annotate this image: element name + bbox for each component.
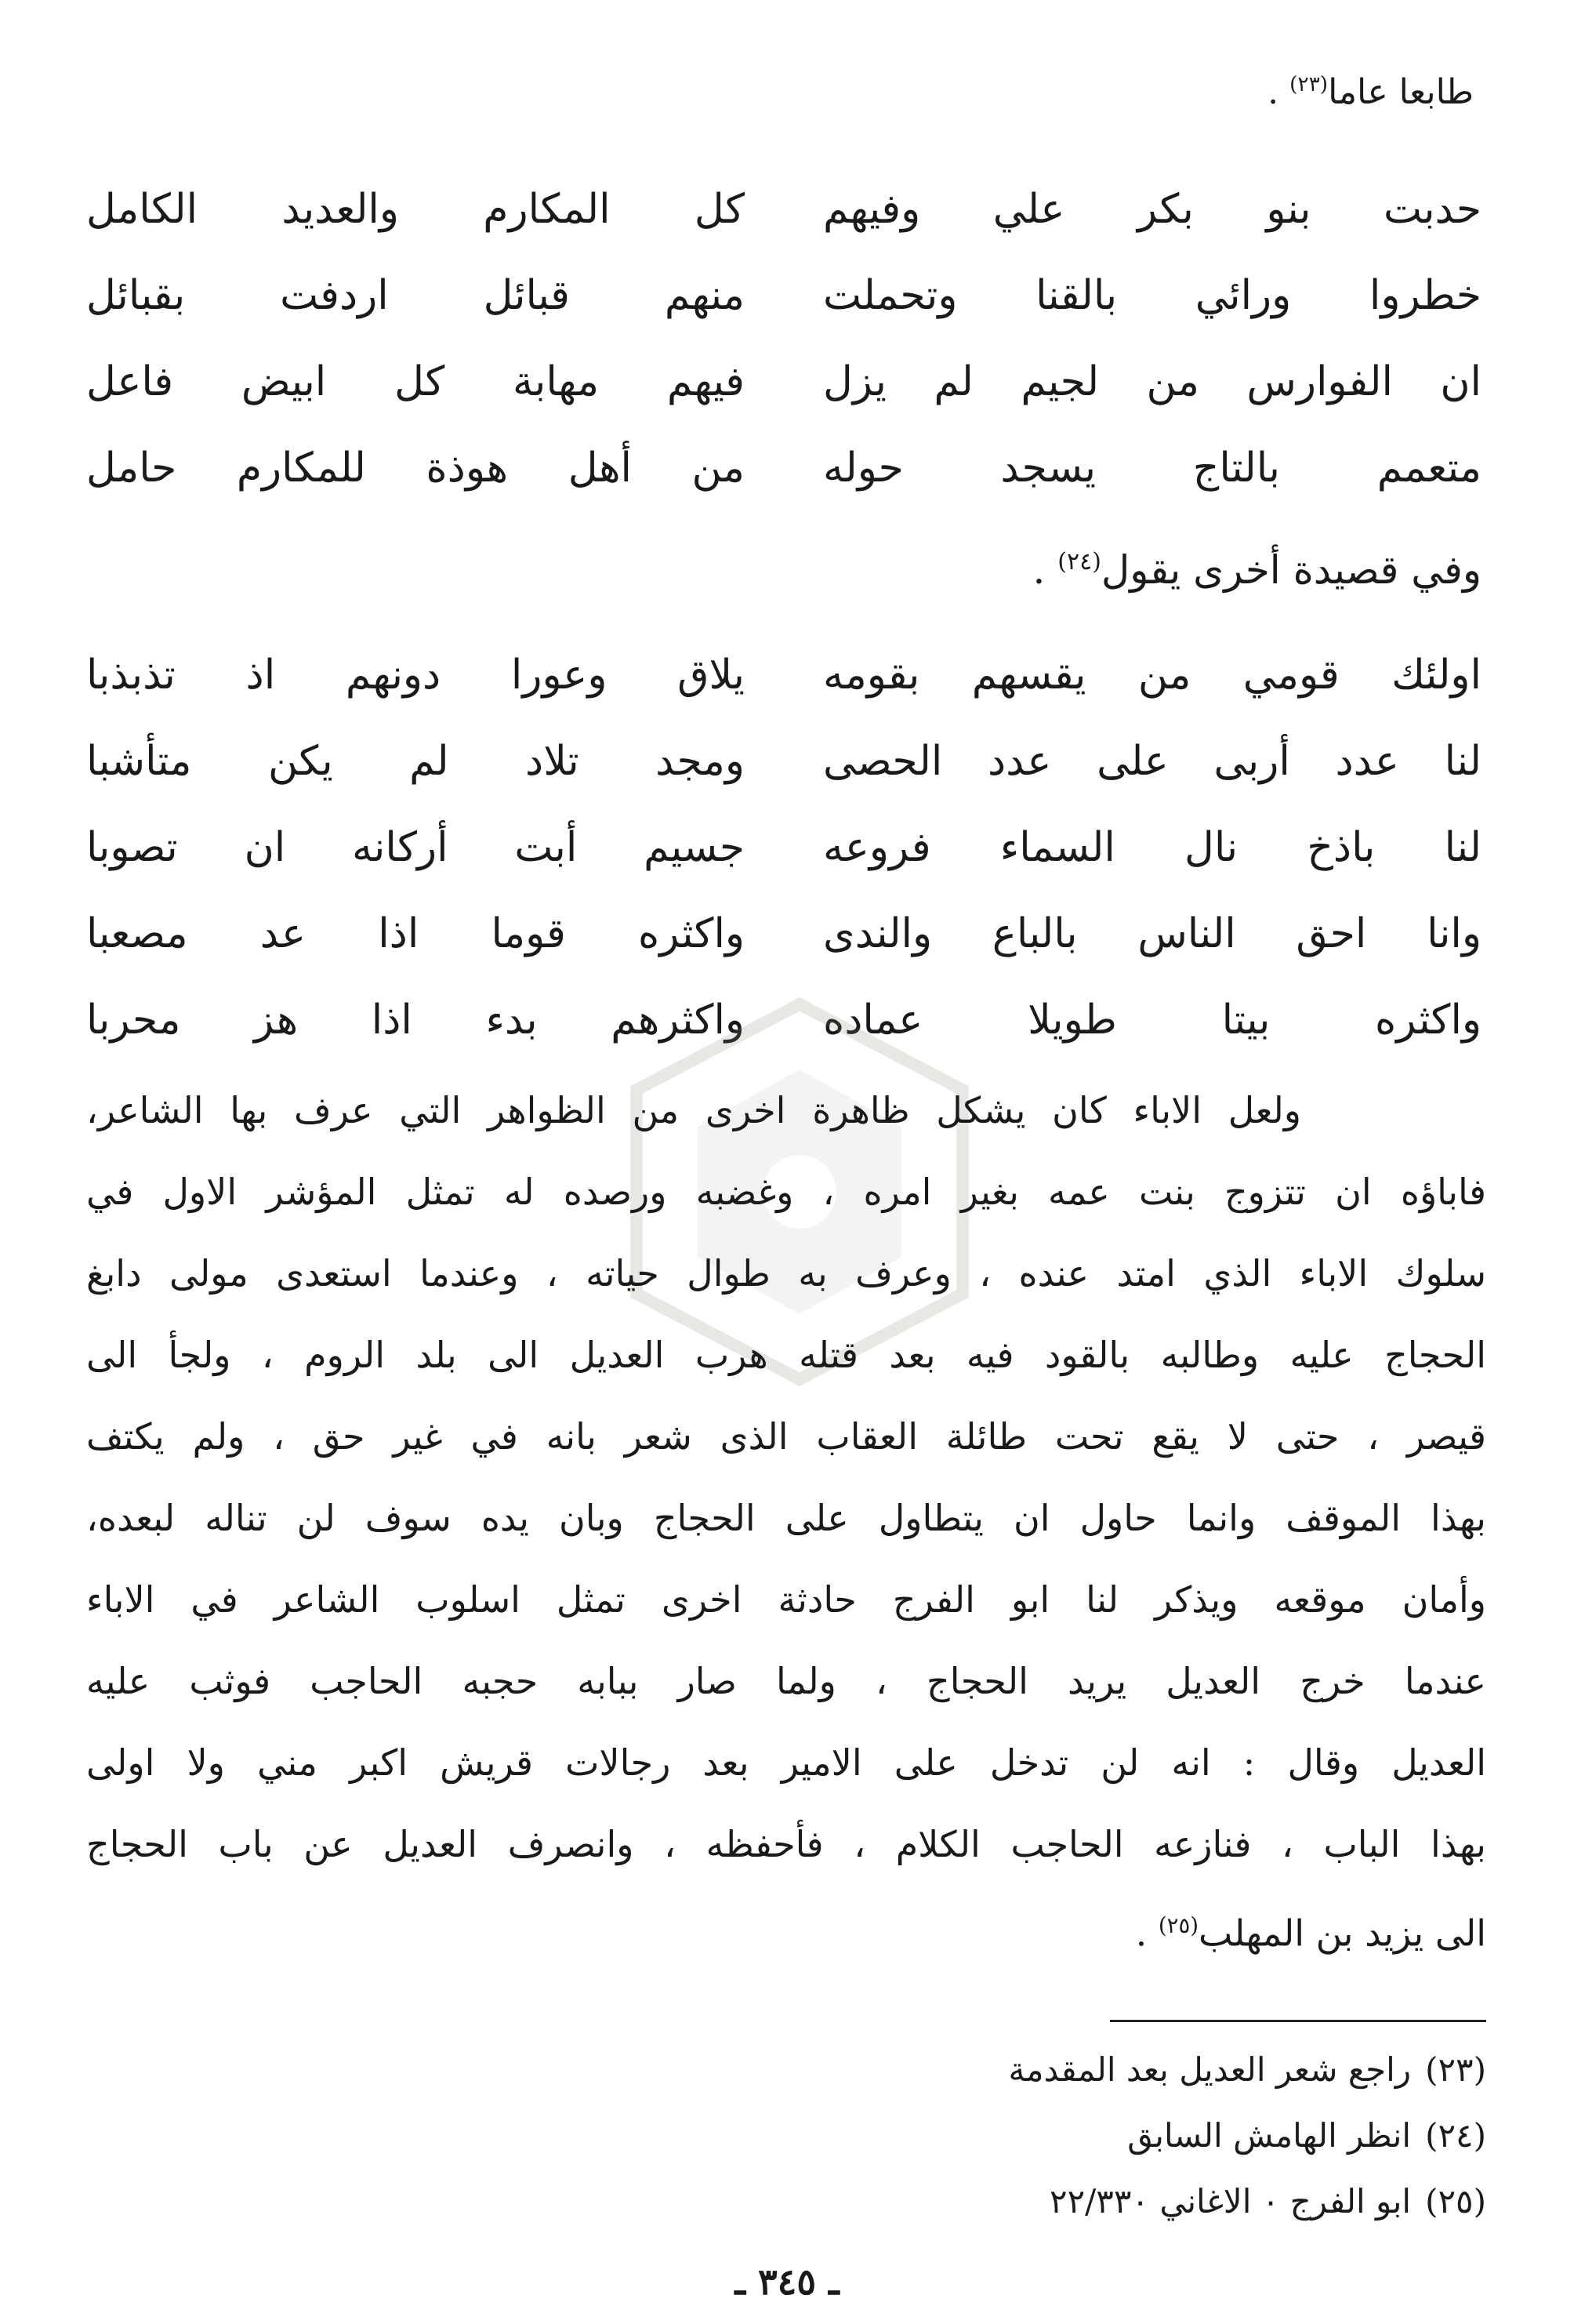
verse: [86, 899, 1482, 985]
poem-one: [86, 174, 1482, 519]
footnotes: [702, 2039, 1486, 2236]
hemistich-left: واكثرهم بدء اذا هز محربا: [86, 997, 745, 1044]
intro-end: .: [1268, 71, 1290, 112]
hemistich-right: متعمم بالتاج يسجد حوله: [823, 445, 1482, 492]
footnote-25: [702, 2170, 1486, 2236]
hemistich-left: واكثره قوما اذا عد مصعبا: [86, 910, 745, 957]
prose-line-last-text: الى يزيد بن المهلب: [1199, 1912, 1486, 1955]
hemistich-right: لنا عدد أربى على عدد الحصى: [823, 738, 1482, 785]
footnote-ref-23[interactable]: (٢٣): [1289, 72, 1329, 96]
prose-line: العديل وقال : انه لن تدخل على الامير بعد رجالات قريش اكبر مني ولا اولى: [86, 1741, 1486, 1784]
hemistich-right: وانا احق الناس بالباع والندى: [823, 910, 1482, 957]
prose-line: وأمان موقعه ويذكر لنا ابو الفرج حادثة اخرى تمثل اسلوب الشاعر في الاباء: [86, 1578, 1486, 1621]
footnote-number: (٢٥): [1425, 2182, 1486, 2221]
page-number: ـ ٣٤٥ ـ: [734, 2260, 840, 2303]
verse: [86, 726, 1482, 812]
hemistich-left: ومجد تلاد لم يكن متأشبا: [86, 738, 745, 785]
prose-line: عندما خرج العديل يريد الحجاج ، ولما صار ببابه حجبه الحاجب فوثب عليه: [86, 1660, 1486, 1702]
poem-two-intro: [1032, 535, 1482, 597]
verse: [86, 260, 1482, 347]
verse: [86, 174, 1482, 260]
prose-line: الحجاج عليه وطالبه بالقود فيه بعد قتله هرب العديل الى بلد الروم ، ولجأ الى: [86, 1334, 1486, 1376]
footnote-text: انظر الهامش السابق: [1127, 2116, 1412, 2155]
footnote-number: (٢٣): [1425, 2050, 1486, 2089]
verse: [86, 433, 1482, 519]
hemistich-left: منهم قبائل اردفت بقبائل: [86, 272, 745, 319]
prose-line-last-end: .: [1135, 1912, 1159, 1955]
prose-line: قيصر ، حتى لا يقع تحت طائلة العقاب الذى شعر بانه في غير حق ، ولم يكتف: [86, 1415, 1486, 1458]
hemistich-right: واكثره بيتا طويلا عماده: [823, 997, 1482, 1044]
hemistich-right: اولئك قومي من يقسهم بقومه: [823, 652, 1482, 699]
poem-two-intro-end: .: [1032, 547, 1058, 593]
footnote-text: راجع شعر العديل بعد المقدمة: [1008, 2050, 1412, 2089]
verse: [86, 812, 1482, 899]
footnote-ref-25[interactable]: (٢٥): [1158, 1912, 1199, 1938]
poem-two: [86, 640, 1482, 1071]
footnote-24: [702, 2104, 1486, 2170]
prose-line: بهذا الموقف وانما حاول ان يتطاول على الحجاج وبان يده سوف لن تناله لبعده،: [86, 1497, 1486, 1539]
prose-line: سلوك الاباء الذي امتد عنده ، وعرف به طوال حياته ، وعندما استعدى مولى دابغ: [86, 1252, 1486, 1295]
footnote-23: [702, 2039, 1486, 2104]
poem-two-intro-text: وفي قصيدة أخرى يقول: [1101, 547, 1482, 593]
footnote-ref-24[interactable]: (٢٤): [1057, 548, 1101, 576]
prose-line-last: [86, 1888, 1486, 1970]
verse: [86, 640, 1482, 726]
hemistich-left: فيهم مهابة كل ابيض فاعل: [86, 358, 745, 405]
prose-line: ولعل الاباء كان يشكل ظاهرة اخرى من الظواهر التي عرف بها الشاعر،: [86, 1089, 1301, 1131]
prose-line: فاباؤه ان تتزوج بنت عمه بغير امره ، وغضبه ورصده له تمثل المؤشر الاول في: [86, 1171, 1486, 1213]
prose-paragraph: [86, 1073, 1486, 1970]
hemistich-left: جسيم أبت أركانه ان تصوبا: [86, 824, 745, 871]
hemistich-right: خطروا ورائي بالقنا وتحملت: [823, 272, 1482, 319]
hemistich-right: حدبت بنو بكر علي وفيهم: [823, 186, 1482, 233]
prose-line: بهذا الباب ، فنازعه الحاجب الكلام ، فأحفظه ، وانصرف العديل عن باب الحجاج: [86, 1823, 1486, 1865]
hemistich-right: ان الفوارس من لجيم لم يزل: [823, 358, 1482, 405]
hemistich-left: كل المكارم والعديد الكامل: [86, 186, 745, 233]
footnote-number: (٢٤): [1425, 2116, 1486, 2155]
verse: [86, 985, 1482, 1071]
intro-line: [1268, 61, 1474, 116]
hemistich-left: من أهل هوذة للمكارم حامل: [86, 445, 745, 492]
footnote-text: ابو الفرج ٠ الاغاني ٢٢/٣٣٠: [1050, 2182, 1412, 2221]
hemistich-left: يلاق وعورا دونهم اذ تذبذبا: [86, 652, 745, 699]
intro-text: طابعا عاما: [1328, 71, 1474, 112]
footnote-divider: [1110, 2020, 1486, 2022]
hemistich-right: لنا باذخ نال السماء فروعه: [823, 824, 1482, 871]
verse: [86, 347, 1482, 433]
